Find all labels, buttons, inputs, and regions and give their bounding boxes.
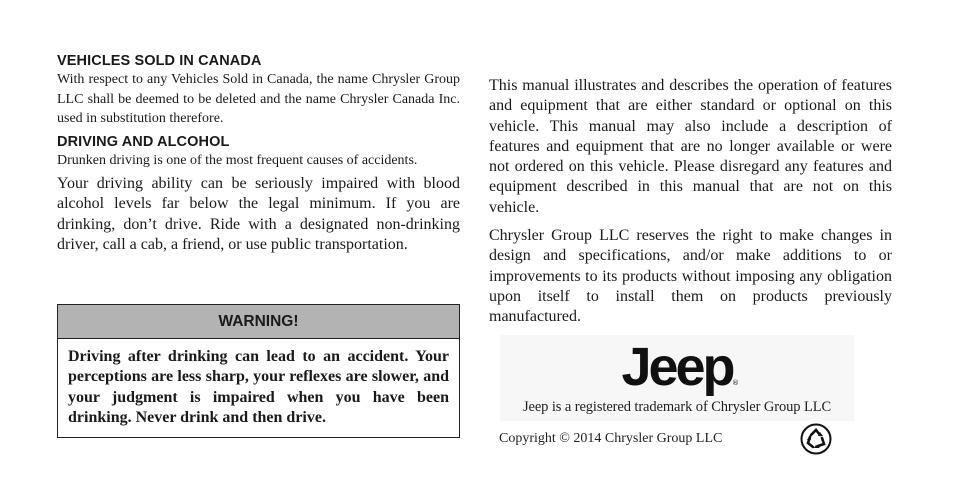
jeep-logo: Jeep — [621, 337, 733, 397]
warning-text: Driving after drinking can lead to an accident. Your perceptions are less sharp, your reflexes are slower, and your judgment is impaired when you have been drinking. Never drink and then drive. — [68, 348, 449, 426]
jeep-logo-panel — [500, 335, 854, 421]
copyright-text: Copyright © 2014 Chrysler Group LLC — [499, 431, 723, 446]
right-column — [489, 76, 892, 336]
paragraph-manual-description: This manual illustrates and describes the operation of features and equipment that are either standard or optional on this vehicle. This manual may also include a description of features and equipment that are no longer available or were not ordered on this vehicle. Please disregard any features and equipment described in this manual that are not on this vehicle. — [489, 77, 892, 216]
heading-vehicles-sold-in-canada: VEHICLES SOLD IN CANADA — [57, 53, 262, 69]
registered-mark: ® — [732, 379, 739, 387]
warning-title: WARNING! — [58, 305, 459, 339]
paragraph-reserves-right: Chrysler Group LLC reserves the right to make changes in design and specifications, and/or make additions to or improvements to its products without imposing any obligation upon itself to install them on products previously manufactured. — [489, 227, 892, 326]
left-column — [57, 52, 460, 263]
warning-box — [57, 304, 460, 438]
paragraph-canada-name: With respect to any Vehicles Sold in Canada, the name Chrysler Group LLC shall be deemed to be deleted and the name Chrysler Canada Inc. used in substitution therefore. — [57, 72, 460, 126]
recycle-icon — [800, 423, 832, 455]
paragraph-driving-ability: Your driving ability can be seriously impaired with blood alcohol levels far below the legal minimum. If you are drinking, don’t drive. Ride with a designated non-drinking driver, call a cab, a friend, or use public transportation. — [57, 175, 460, 253]
paragraph-drunken-driving: Drunken driving is one of the most frequent causes of accidents. — [57, 152, 418, 168]
heading-driving-and-alcohol: DRIVING AND ALCOHOL — [57, 133, 230, 150]
trademark-caption: Jeep is a registered trademark of Chrysler Group LLC — [522, 399, 832, 415]
